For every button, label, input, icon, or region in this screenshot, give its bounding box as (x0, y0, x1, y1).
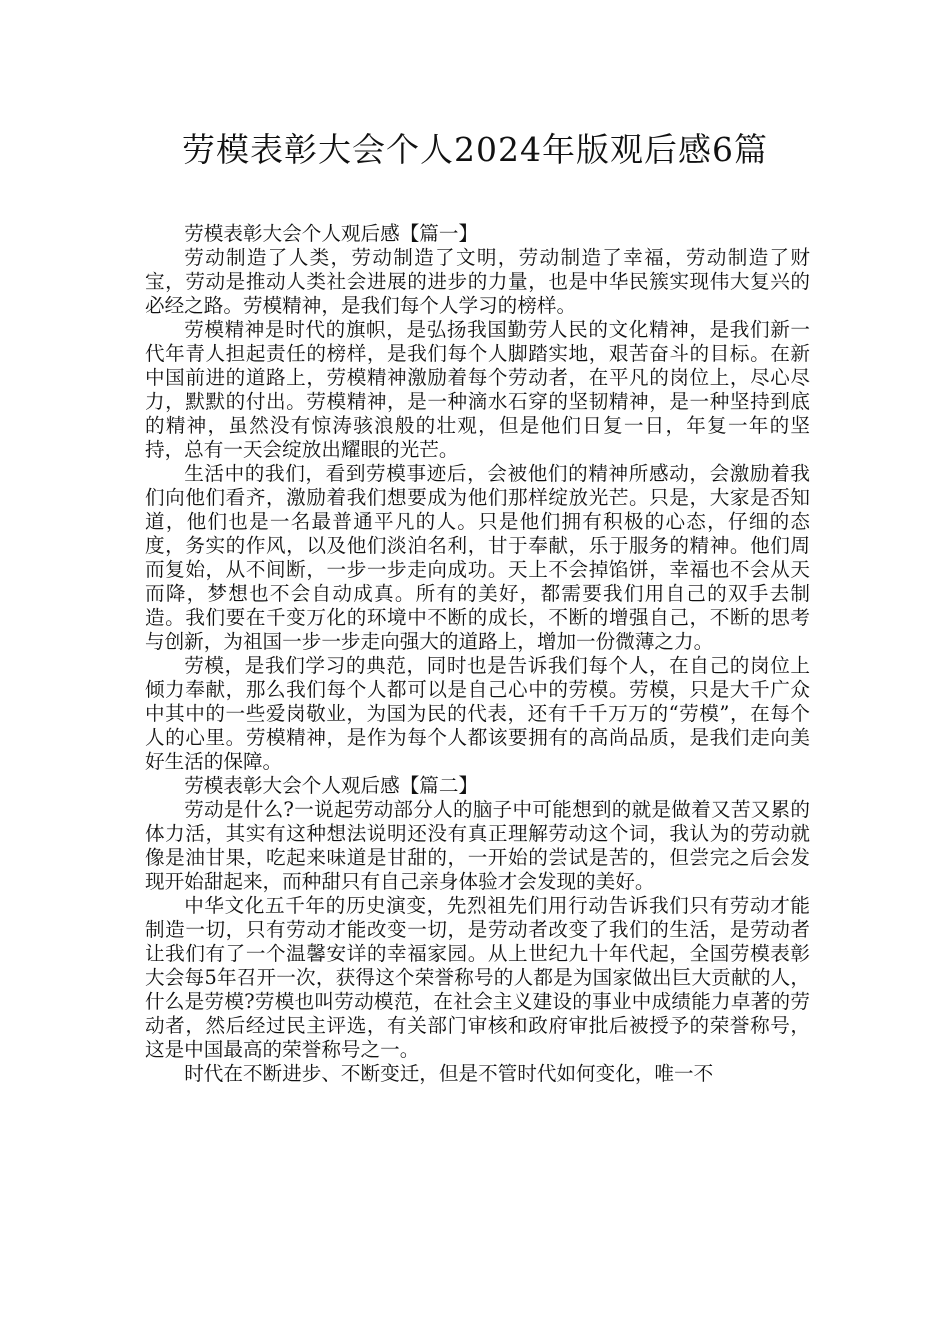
paragraph: 生活中的我们，看到劳模事迹后，会被他们的精神所感动，会激励着我们向他们看齐，激励着我们想要成为他们那样绽放光芒。只是，大家是否知道，他们也是一名最普通平凡的人。只是他们拥有积极的心态，仔细的态度，务实的作风，以及他们淡泊名利，甘于奉献，乐于服务的精神。他们周而复始，从不间断，一步一步走向成功。天上不会掉馅饼，幸福也不会从天而降，梦想也不会自动成真。所有的美好，都需要我们用自己的双手去制造。我们要在千变万化的环境中不断的成长，不断的增强自己，不断的思考与创新，为祖国一步一步走向强大的道路上，增加一份微薄之力。 (145, 462, 810, 653)
paragraph: 中华文化五千年的历史演变，先烈祖先们用行动告诉我们只有劳动才能制造一切，只有劳动才能改变一切，是劳动者改变了我们的生活，是劳动者让我们有了一个温馨安详的幸福家园。从上世纪九十年代起，全国劳模表彰大会每5年召开一次，获得这个荣誉称号的人都是为国家做出巨大贡献的人，什么是劳模?劳模也叫劳动模范，在社会主义建设的事业中成绩能力卓著的劳动者，然后经过民主评选，有关部门审核和政府审批后被授予的荣誉称号，这是中国最高的荣誉称号之一。 (145, 894, 810, 1061)
section-heading-2: 劳模表彰大会个人观后感【篇二】 (184, 774, 479, 797)
paragraph: 劳模精神是时代的旗帜，是弘扬我国勤劳人民的文化精神，是我们新一代年青人担起责任的榜样，是我们每个人脚踏实地，艰苦奋斗的目标。在新中国前进的道路上，劳模精神激励着每个劳动者，在平凡的岗位上，尽心尽力，默默的付出。劳模精神，是一种滴水石穿的坚韧精神，是一种坚持到底的精神，虽然没有惊涛骇浪般的壮观，但是他们日复一日，年复一年的坚持，总有一天会绽放出耀眼的光芒。 (145, 318, 810, 461)
paragraph: 劳动制造了人类，劳动制造了文明，劳动制造了幸福，劳动制造了财宝，劳动是推动人类社会进展的进步的力量，也是中华民簇实现伟大复兴的必经之路。劳模精神，是我们每个人学习的榜样。 (145, 246, 810, 317)
section-heading-1: 劳模表彰大会个人观后感【篇一】 (184, 222, 479, 245)
paragraph: 劳模，是我们学习的典范，同时也是告诉我们每个人，在自己的岗位上倾力奉献，那么我们每个人都可以是自己心中的劳模。劳模，只是大千广众中其中的一些爱岗敬业，为国为民的代表，还有千千万万的“劳模”，在每个人的心里。劳模精神，是作为每个人都该要拥有的高尚品质，是我们走向美好生活的保障。 (145, 654, 810, 773)
document-body (145, 222, 810, 1086)
document-title: 劳模表彰大会个人2024年版观后感6篇 (182, 130, 768, 169)
paragraph: 时代在不断进步、不断变迁，但是不管时代如何变化，唯一不 (184, 1062, 714, 1085)
paragraph: 劳动是什么?一说起劳动部分人的脑子中可能想到的就是做着又苦又累的体力活，其实有这种想法说明还没有真正理解劳动这个词，我认为的劳动就像是油甘果，吃起来味道是甘甜的，一开始的尝试是苦的，但尝完之后会发现开始甜起来，而种甜只有自己亲身体验才会发现的美好。 (145, 798, 810, 893)
